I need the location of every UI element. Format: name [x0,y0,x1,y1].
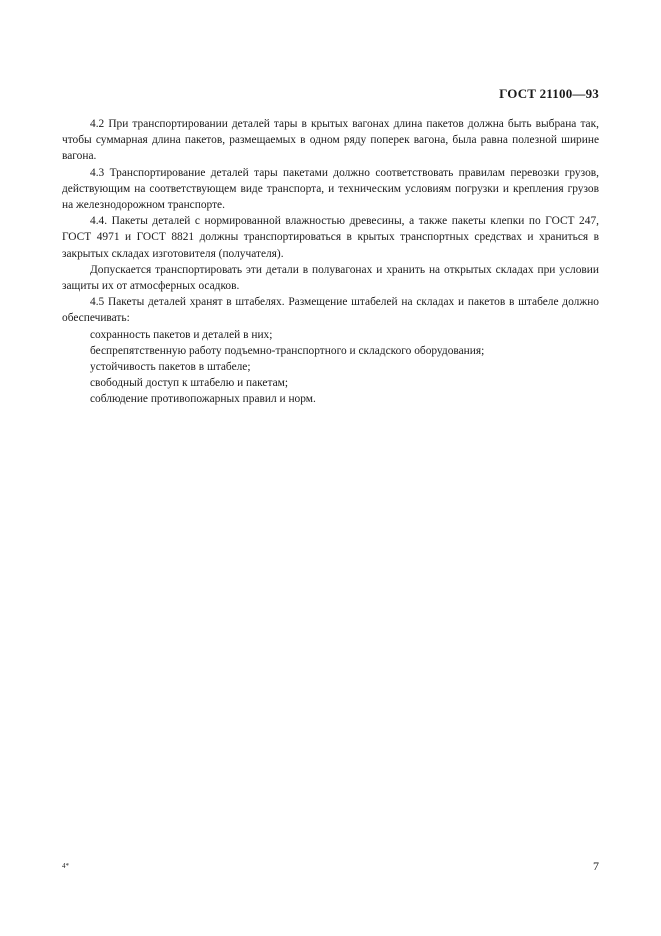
document-code: ГОСТ 21100—93 [499,86,599,101]
paragraph-4-4: 4.4. Пакеты деталей с нормированной влажностью древесины, а также пакеты клепки по ГОСТ 247, ГОСТ 4971 и ГОСТ 8821 должны транспортироваться в крытых транспортных средствах и храниться в закрытых складах изготовителя (получателя). [62,215,599,260]
paragraph-4-2: 4.2 При транспортировании деталей тары в крытых вагонах длина пакетов должна быть выбрана так, чтобы суммарная длина пакетов, размещаемых в одном ряду поперек вагона, была равна полезной ширине вагона. [62,118,599,163]
list-item: беспрепятственную работу подъемно-транспортного и складского оборудования; [90,344,485,357]
paragraph-4-3: 4.3 Транспортирование деталей тары пакетами должно соответствовать правилам перевозки грузов, действующим на соответствующем виде транспорта, и техническим условиям погрузки и крепления грузов на железнодорожном транспорте. [62,166,599,212]
page-number: 7 [593,859,599,873]
paragraph-4-5: 4.5 Пакеты деталей хранят в штабелях. Размещение штабелей на складах и пакетов в штабеле должно обеспечивать: [62,296,599,325]
document-body [62,116,599,408]
list-item: сохранность пакетов и деталей в них; [90,328,273,341]
list-item: устойчивость пакетов в штабеле; [90,361,251,374]
list-item: свободный доступ к штабелю и пакетам; [90,377,289,390]
list-item: соблюдение противопожарных правил и норм. [90,393,316,406]
sheet-mark: 4* [62,862,69,870]
paragraph-4-4-note: Допускается транспортировать эти детали в полувагонах и хранить на открытых складах при условии защиты их от атмосферных осадков. [62,263,599,293]
